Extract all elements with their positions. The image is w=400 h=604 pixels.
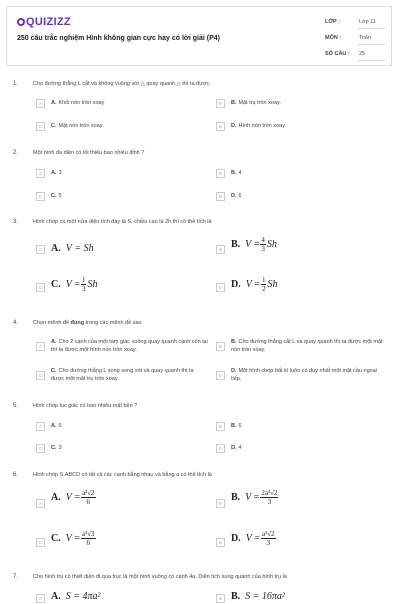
option-letter-box: C [36,122,45,131]
question-number: 6. [13,472,19,478]
option-letter-box: C [36,192,45,201]
answer-option[interactable] [216,236,386,260]
option-letter-box: B [216,499,225,508]
answer-option[interactable]: D D. 4 [216,442,386,456]
math-expression: D. V = $\frac{\text{a³√2}}{3}$ [231,530,275,547]
option-letter-box: C [36,444,45,453]
option-letter-box: A [36,594,45,603]
option-letter-box: C [36,283,45,292]
answer-option[interactable]: A A. Cho 2 cạnh của một tam giác vuông quay quanh cạnh còn lại thì ta được một hình nón tròn xoay. [36,338,211,358]
answer-option[interactable] [36,489,206,517]
math-expression: B. V = $\frac{\text{2a³√2}}{3}$ [231,489,278,506]
answer-option[interactable] [216,590,386,604]
math-expression: A. S = 4πa² [51,591,101,602]
meta-subject: MÔN : Toán [325,31,385,47]
math-expression: B. V = $\frac{4}{3}$ Sh [231,236,277,253]
answer-option[interactable]: D D. Một hình chóp bất kì luôn có duy nhất một mặt cầu ngoại tiếp. [216,367,391,387]
question-number: 4. [13,320,19,326]
math-expression: B. S = 16πa² [231,591,285,602]
option-letter-box: A [36,99,45,108]
option-letter-box: D [216,538,225,547]
option-letter-box: D [216,444,225,453]
option-letter-box: B [216,342,225,351]
question-number: 3. [13,219,19,225]
question-number: 7. [13,574,19,580]
option-letter-box: A [36,245,45,254]
answer-option[interactable]: C C. Cho đường thẳng L song song với và quay quanh thì ta được một mặt trụ tròn xoay. [36,367,211,387]
math-expression: A. V = $\frac{\text{a³√2}}{6}$ [51,489,95,506]
question-text: Hình chóp S.ABCD có tất cả các cạnh bằng nhau và bằng a có thể tích là [33,472,212,478]
option-letter-box: D [216,122,225,131]
answer-option[interactable]: A A. Khối nón tròn xoay [36,97,206,111]
option-letter-box: D [216,192,225,201]
option-letter-box: B [216,169,225,178]
option-letter-box: C [36,538,45,547]
option-letter-box: A [36,342,45,351]
answer-option[interactable] [216,489,386,517]
document-title: 250 câu trắc nghiệm Hình không gian cực hay có lời giải (P4) [17,35,220,42]
answer-option[interactable]: A A. 3 [36,167,206,181]
answer-option[interactable] [36,530,206,558]
answer-option[interactable]: C C. 3 [36,442,206,456]
answer-option[interactable]: B B. 4 [216,167,386,181]
option-letter-box: B [216,594,225,603]
question-text: Một hình đa diện có tối thiểu bao nhiêu đỉnh ? [33,150,145,156]
answer-option[interactable] [36,590,206,604]
worksheet-header [6,6,392,66]
answer-option[interactable]: D D. Hình nón tròn xoay. [216,120,386,134]
question-text: Cho đường thẳng L cắt và không vuông với △ quay quanh △ thì ta được [33,81,210,87]
answer-option[interactable]: B B. Mặt trụ tròn xoay. [216,97,386,111]
option-letter-box: A [36,422,45,431]
option-letter-box: D [216,283,225,292]
math-expression: C. V = $\frac{1}{3}$ Sh [51,276,98,293]
question-text: Hình chóp có một nửa diện tích đáy là S, chiều cao là 2h thì có thể tích là [33,219,212,225]
answer-option[interactable]: A A. 5 [36,420,206,434]
logo-q-icon [17,18,25,26]
answer-option[interactable] [36,276,206,300]
answer-option[interactable]: B B. Cho đường thẳng cắt L và quay quanh thì ta được một mặt nón tròn xoay. [216,338,391,358]
question-text: Chọn mệnh đề đúng trong các mệnh đề sau [33,320,142,326]
option-letter-box: A [36,499,45,508]
answer-option[interactable] [36,240,206,260]
question-text: Hình chóp lục giác có bao nhiêu mặt bên ? [33,403,138,409]
option-letter-box: B [216,422,225,431]
option-letter-box: D [216,371,225,380]
answer-option[interactable] [216,276,386,300]
answer-option[interactable] [216,530,386,558]
math-expression: A. V = Sh [51,243,94,254]
meta-panel [325,15,385,63]
answer-option[interactable]: C C. Mặt nón tròn xoay. [36,120,206,134]
math-expression: C. V = $\frac{\text{a³√3}}{6}$ [51,530,95,547]
question-number: 1. [13,81,19,87]
option-letter-box: B [216,245,225,254]
answer-option[interactable]: C C. 5 [36,190,206,204]
quizizz-logo: QUIZIZZ [17,16,71,28]
question-number: 2. [13,150,19,156]
question-text: Cho hình trụ có thiết diện đi qua trục là một hình vuông có cạnh 4a. Diện tích xung quanh của hình trụ là [33,574,287,580]
option-letter-box: B [216,99,225,108]
meta-grade: LỚP : Lớp 11 [325,15,385,31]
option-letter-box: C [36,371,45,380]
question-number: 5. [13,403,19,409]
option-letter-box: A [36,169,45,178]
meta-question-count: SỐ CÂU : 25 [325,47,385,63]
answer-option[interactable]: D D. 6 [216,190,386,204]
answer-option[interactable]: B B. 6 [216,420,386,434]
math-expression: D. V = $\frac{1}{2}$ Sh [231,276,278,293]
